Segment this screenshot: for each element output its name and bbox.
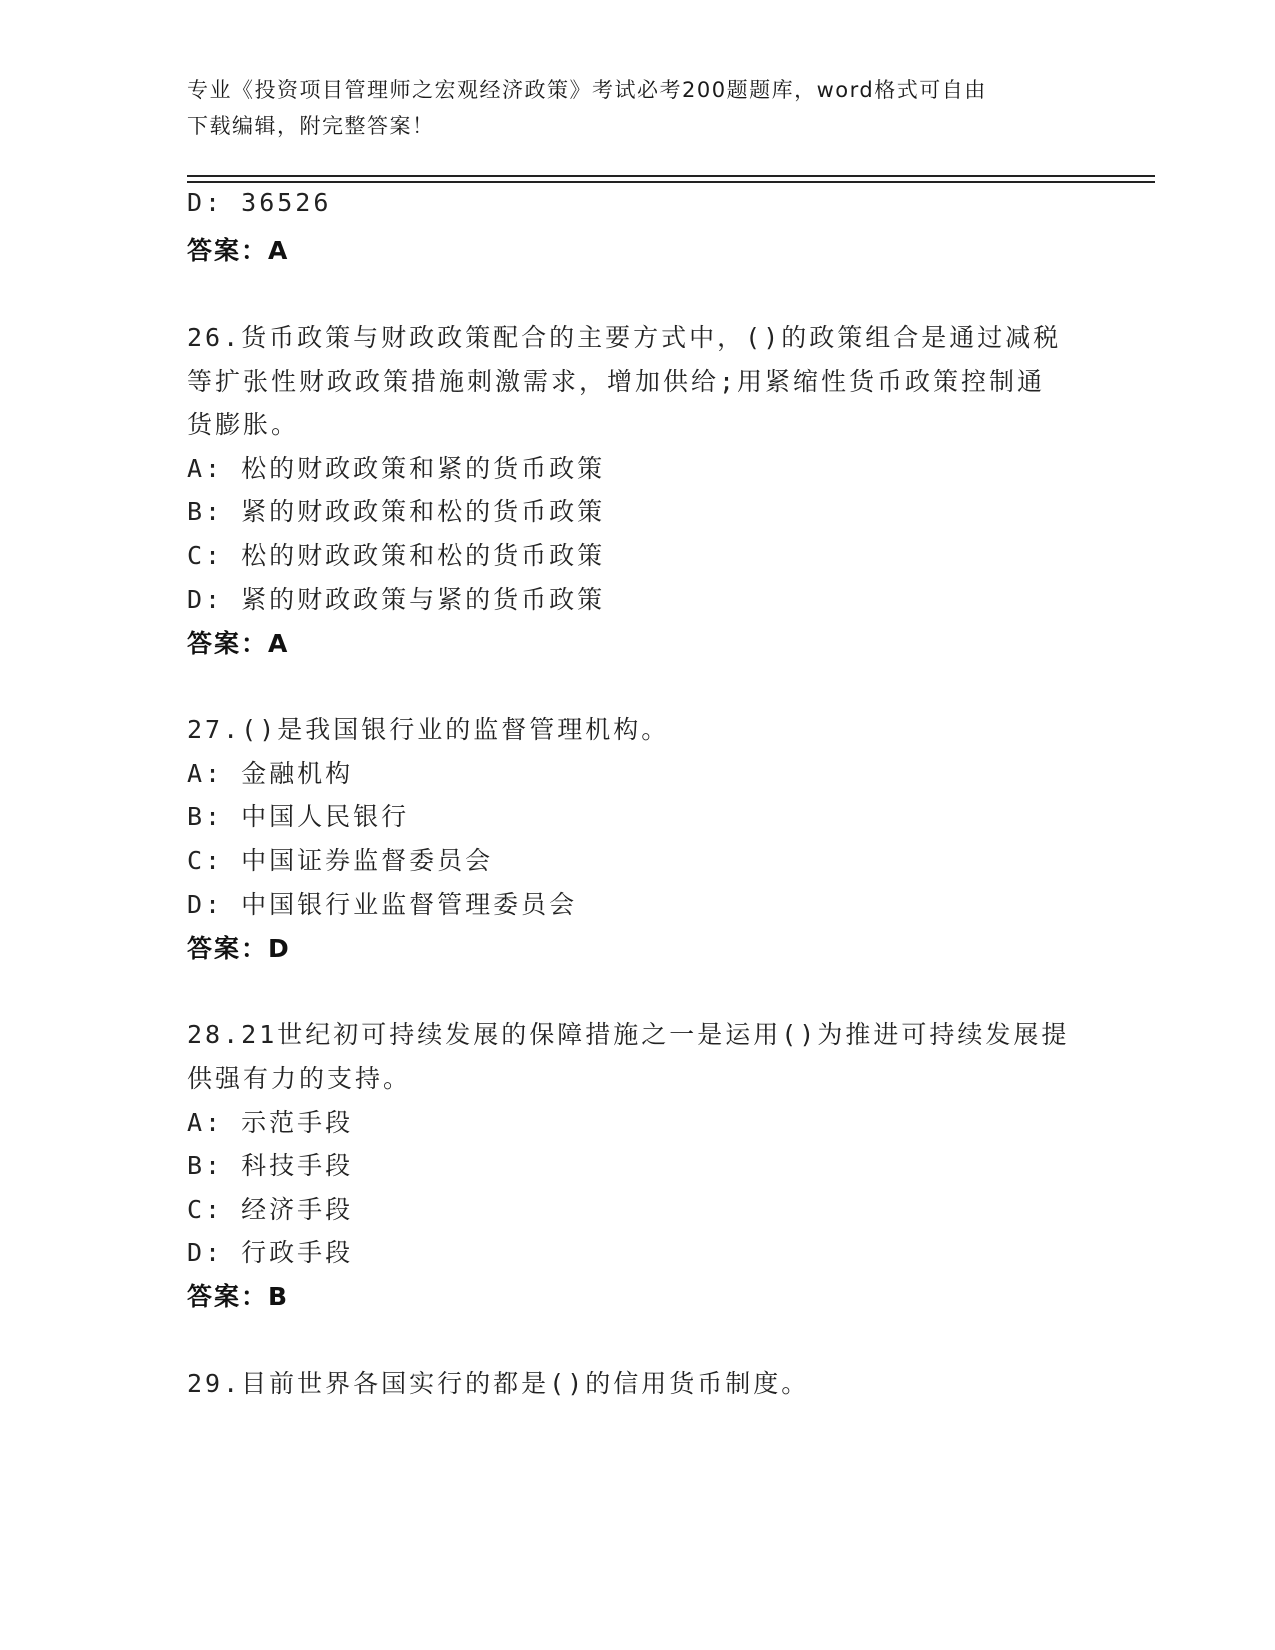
option-b: B: 科技手段 bbox=[187, 1151, 354, 1180]
option-b: B: 中国人民银行 bbox=[187, 802, 410, 831]
question-stem-line: 27.()是我国银行业的监督管理机构。 bbox=[187, 715, 670, 744]
question-stem-line: 货膨胀。 bbox=[187, 410, 300, 439]
prev-option-d: D: 36526 bbox=[187, 188, 332, 217]
option-d: D: 行政手段 bbox=[187, 1238, 354, 1267]
question-stem-line: 29.目前世界各国实行的都是()的信用货币制度。 bbox=[187, 1369, 810, 1398]
option-d: D: 中国银行业监督管理委员会 bbox=[187, 890, 578, 919]
question-stem-line: 26.货币政策与财政政策配合的主要方式中，()的政策组合是通过减税 bbox=[187, 323, 1062, 352]
option-c: C: 中国证券监督委员会 bbox=[187, 846, 494, 875]
option-a: A: 松的财政政策和紧的货币政策 bbox=[187, 454, 606, 483]
option-a: A: 金融机构 bbox=[187, 759, 354, 788]
answer-label: 答案：B bbox=[187, 1282, 290, 1311]
answer-label: 答案：D bbox=[187, 934, 291, 963]
option-d: D: 紧的财政政策与紧的货币政策 bbox=[187, 585, 606, 614]
header-divider-bottom bbox=[187, 181, 1155, 183]
question-stem-line: 28.21世纪初可持续发展的保障措施之一是运用()为推进可持续发展提 bbox=[187, 1020, 1070, 1049]
question-stem-line: 等扩张性财政政策措施刺激需求，增加供给;用紧缩性货币政策控制通 bbox=[187, 367, 1046, 396]
question-stem-line: 供强有力的支持。 bbox=[187, 1064, 412, 1093]
document-header bbox=[187, 72, 1087, 144]
header-line-1: 专业《投资项目管理师之宏观经济政策》考试必考200题题库，word格式可自由 bbox=[187, 78, 987, 102]
header-divider-top bbox=[187, 175, 1155, 177]
prev-answer: 答案：A bbox=[187, 236, 290, 265]
option-c: C: 经济手段 bbox=[187, 1195, 354, 1224]
header-line-2: 下载编辑，附完整答案！ bbox=[187, 114, 435, 138]
option-a: A: 示范手段 bbox=[187, 1108, 354, 1137]
answer-label: 答案：A bbox=[187, 629, 290, 658]
option-c: C: 松的财政政策和松的货币政策 bbox=[187, 541, 606, 570]
option-b: B: 紧的财政政策和松的货币政策 bbox=[187, 497, 606, 526]
